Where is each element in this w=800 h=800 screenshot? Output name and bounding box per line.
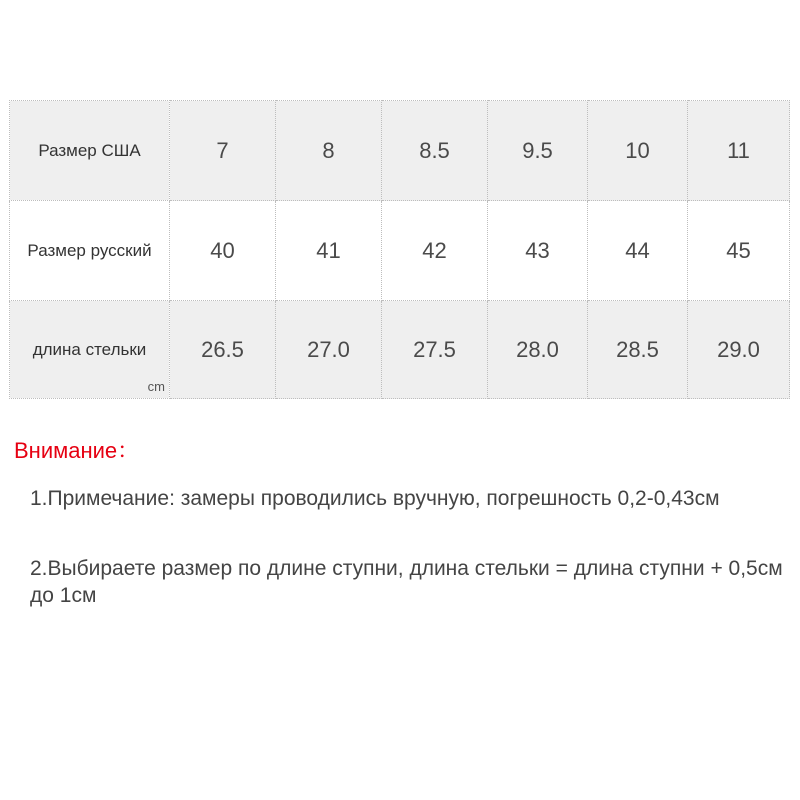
notice-title: Внимание： bbox=[14, 438, 140, 463]
table-cell: 29.0 bbox=[688, 301, 790, 399]
row-label-ru-size: Размер русский bbox=[10, 201, 170, 301]
table-cell: 41 bbox=[276, 201, 382, 301]
note-size-selection: 2.Выбираете размер по длине ступни, длина стельки = длина ступни + 0,5см до 1см bbox=[30, 557, 783, 607]
row-label-us-size: Размер США bbox=[10, 101, 170, 201]
table-cell: 10 bbox=[588, 101, 688, 201]
table-cell: 26.5 bbox=[170, 301, 276, 399]
table-row-us-size bbox=[10, 101, 790, 201]
row-label-text: длина стельки bbox=[32, 339, 147, 359]
table-cell: 27.0 bbox=[276, 301, 382, 399]
table-cell: 45 bbox=[688, 201, 790, 301]
table-cell: 8.5 bbox=[382, 101, 488, 201]
table-cell: 7 bbox=[170, 101, 276, 201]
row-label-insole-length bbox=[10, 301, 170, 399]
unit-label: cm bbox=[147, 379, 165, 394]
table-cell: 8 bbox=[276, 101, 382, 201]
table-cell: 43 bbox=[488, 201, 588, 301]
table-cell: 11 bbox=[688, 101, 790, 201]
table-row-ru-size bbox=[10, 201, 790, 301]
table-row-insole-length bbox=[10, 301, 790, 399]
note-measurement-error: 1.Примечание: замеры проводились вручную, погрешность 0,2-0,43см bbox=[30, 487, 720, 510]
table-cell: 27.5 bbox=[382, 301, 488, 399]
table-cell: 9.5 bbox=[488, 101, 588, 201]
size-chart-table bbox=[9, 100, 790, 399]
table-cell: 28.5 bbox=[588, 301, 688, 399]
table-cell: 42 bbox=[382, 201, 488, 301]
table-cell: 40 bbox=[170, 201, 276, 301]
table-cell: 44 bbox=[588, 201, 688, 301]
table-cell: 28.0 bbox=[488, 301, 588, 399]
